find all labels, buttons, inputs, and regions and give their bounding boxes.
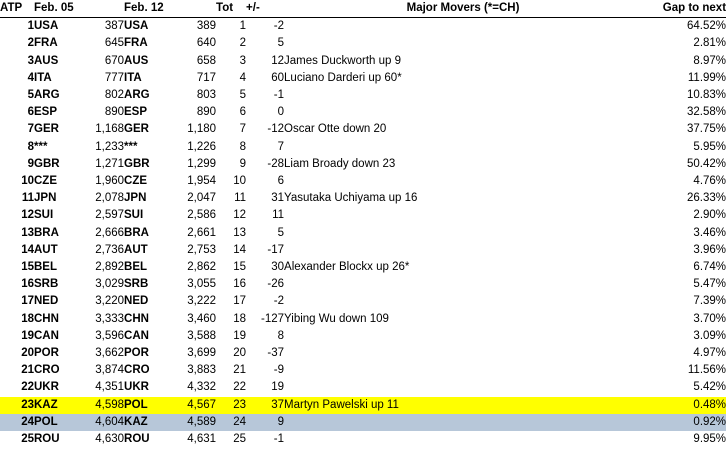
- table-row: [0, 242, 726, 259]
- cell-points-curr: 3,222: [187, 295, 217, 308]
- cell-plus-minus: 12: [271, 54, 285, 67]
- table-row: [0, 18, 726, 36]
- table-row: [0, 156, 726, 173]
- cell-total: 21: [233, 364, 247, 377]
- cell-rank: 15: [21, 261, 34, 274]
- cell-total: 25: [233, 433, 247, 446]
- cell-gap-to-next: 3.96%: [693, 243, 726, 256]
- cell-plus-minus: -37: [267, 347, 285, 360]
- cell-country-curr: GER: [124, 123, 149, 136]
- cell-points-curr: 1,954: [187, 175, 217, 188]
- cell-plus-minus: -2: [273, 20, 285, 33]
- cell-country-curr: POL: [124, 397, 168, 414]
- cell-gap-to-next: 11.56%: [687, 364, 726, 377]
- cell-country-curr: ARG: [124, 89, 150, 102]
- cell-points-prev: 890: [104, 106, 125, 119]
- cell-major-mover: [284, 379, 642, 396]
- header-date-1: Feb. 05: [34, 0, 124, 18]
- cell-points-prev: 1,233: [95, 140, 125, 153]
- cell-plus-minus: -12: [267, 123, 285, 136]
- cell-total: 12: [233, 209, 247, 222]
- table-row: [0, 207, 726, 224]
- cell-major-mover: [284, 345, 642, 362]
- cell-total: 14: [233, 243, 247, 256]
- cell-major-mover: [284, 276, 642, 293]
- cell-plus-minus: -2: [273, 295, 285, 308]
- cell-total: 16: [233, 278, 247, 291]
- table-row: [0, 70, 726, 87]
- cell-major-mover: James Duckworth up 9: [284, 54, 401, 67]
- cell-major-mover: [284, 328, 642, 345]
- cell-points-prev: 3,220: [95, 295, 125, 308]
- cell-country-curr: KAZ: [124, 414, 168, 431]
- cell-points-prev: 387: [104, 20, 125, 33]
- cell-plus-minus: 6: [277, 175, 285, 188]
- cell-gap-to-next: 2.90%: [693, 209, 726, 222]
- cell-total: 9: [239, 157, 247, 170]
- cell-points-curr: 3,460: [187, 312, 217, 325]
- cell-country-prev: NED: [34, 295, 59, 308]
- table-row: [0, 35, 726, 52]
- cell-points-curr: 4,589: [168, 414, 216, 431]
- table-header: [0, 0, 726, 18]
- cell-points-curr: 890: [196, 106, 217, 119]
- cell-rank: 7: [27, 123, 34, 136]
- cell-major-mover: [284, 18, 642, 36]
- cell-rank: 11: [21, 192, 34, 205]
- cell-country-prev: CAN: [34, 329, 59, 342]
- cell-plus-minus: -9: [273, 364, 285, 377]
- cell-total: 24: [216, 414, 246, 431]
- cell-gap-to-next: 9.95%: [693, 433, 726, 446]
- cell-points-prev: 2,597: [95, 209, 125, 222]
- cell-points-curr: 4,332: [187, 381, 217, 394]
- cell-country-curr: NED: [124, 295, 149, 308]
- cell-plus-minus: -1: [273, 433, 285, 446]
- cell-total: 15: [233, 261, 247, 274]
- cell-major-mover: [284, 173, 642, 190]
- cell-plus-minus: -127: [261, 312, 285, 325]
- cell-points-curr: 389: [196, 20, 217, 33]
- cell-total: 3: [239, 54, 247, 67]
- cell-gap-to-next: 3.09%: [693, 329, 726, 342]
- cell-gap-to-next: 11.99%: [687, 71, 726, 84]
- cell-points-curr: 4,567: [168, 397, 216, 414]
- cell-major-mover: [284, 104, 642, 121]
- cell-plus-minus: 37: [246, 397, 284, 414]
- cell-country-curr: POR: [124, 347, 149, 360]
- cell-major-mover: Yasutaka Uchiyama up 16: [284, 192, 418, 205]
- cell-points-curr: 2,047: [187, 192, 217, 205]
- cell-total: 13: [233, 226, 247, 239]
- cell-major-mover: Luciano Darderi up 60*: [284, 71, 402, 84]
- table-row: [0, 345, 726, 362]
- table-row: [0, 276, 726, 293]
- cell-major-mover: [284, 225, 642, 242]
- cell-gap-to-next: 5.95%: [693, 140, 726, 153]
- cell-major-mover: Liam Broady down 23: [284, 157, 396, 170]
- cell-points-prev: 670: [104, 54, 125, 67]
- cell-country-curr: BRA: [124, 226, 149, 239]
- cell-plus-minus: 19: [271, 381, 285, 394]
- cell-points-prev: 1,168: [95, 123, 125, 136]
- cell-gap-to-next: 4.97%: [693, 347, 726, 360]
- cell-rank: 21: [21, 364, 34, 377]
- cell-gap-to-next: 32.58%: [687, 106, 726, 119]
- cell-points-curr: 3,883: [187, 364, 217, 377]
- cell-country-curr: CHN: [124, 312, 149, 325]
- cell-total: 2: [239, 37, 247, 50]
- cell-country-prev: FRA: [34, 37, 58, 50]
- cell-country-prev: JPN: [34, 192, 57, 205]
- table-row: [0, 225, 726, 242]
- cell-total: 17: [233, 295, 247, 308]
- cell-major-mover: [284, 87, 642, 104]
- cell-country-prev: AUT: [34, 243, 58, 256]
- header-major-movers: Major Movers (*=CH): [284, 0, 642, 18]
- cell-major-mover: Yibing Wu down 109: [284, 312, 389, 325]
- cell-country-curr: SRB: [124, 278, 149, 291]
- cell-rank: 12: [21, 209, 34, 222]
- cell-country-prev: KAZ: [34, 397, 76, 414]
- cell-gap-to-next: 64.52%: [687, 20, 726, 33]
- cell-country-curr: SUI: [124, 209, 144, 222]
- cell-country-prev: POR: [34, 347, 59, 360]
- cell-rank: 9: [27, 157, 34, 170]
- cell-points-curr: 3,055: [187, 278, 217, 291]
- cell-total: 23: [216, 397, 246, 414]
- cell-points-curr: 1,226: [187, 140, 217, 153]
- cell-country-prev: GER: [34, 123, 59, 136]
- cell-plus-minus: 7: [277, 140, 285, 153]
- table-row: [0, 190, 726, 207]
- cell-points-prev: 1,960: [95, 175, 125, 188]
- cell-points-prev: 4,351: [95, 381, 125, 394]
- cell-rank: 24: [0, 414, 34, 431]
- cell-gap-to-next: 3.46%: [693, 226, 726, 239]
- table-row: [0, 397, 726, 414]
- cell-points-curr: 658: [196, 54, 217, 67]
- cell-points-curr: 803: [196, 89, 217, 102]
- cell-total: 8: [239, 140, 247, 153]
- cell-gap-to-next: 50.42%: [687, 157, 726, 170]
- cell-country-curr: JPN: [124, 192, 147, 205]
- cell-total: 22: [233, 381, 247, 394]
- cell-major-mover: Martyn Pawelski up 11: [284, 397, 642, 414]
- cell-rank: 20: [21, 347, 34, 360]
- cell-country-prev: CRO: [34, 364, 60, 377]
- table-row: [0, 379, 726, 396]
- cell-rank: 18: [21, 312, 34, 325]
- cell-rank: 16: [21, 278, 34, 291]
- cell-country-prev: USA: [34, 20, 59, 33]
- cell-country-prev: POL: [34, 414, 76, 431]
- cell-plus-minus: 5: [277, 37, 285, 50]
- cell-plus-minus: 0: [277, 106, 285, 119]
- cell-plus-minus: 11: [272, 209, 285, 222]
- cell-rank: 25: [21, 433, 34, 446]
- cell-total: 10: [233, 175, 247, 188]
- cell-points-curr: 2,586: [187, 209, 217, 222]
- cell-country-curr: UKR: [124, 381, 149, 394]
- cell-points-curr: 717: [196, 71, 217, 84]
- cell-country-curr: GBR: [124, 157, 150, 170]
- table-row: [0, 362, 726, 379]
- cell-country-prev: AUS: [34, 54, 59, 67]
- cell-points-curr: 2,661: [187, 226, 217, 239]
- cell-points-curr: 4,631: [187, 433, 217, 446]
- header-row: [0, 0, 726, 18]
- cell-total: 4: [239, 71, 247, 84]
- cell-points-curr: 2,753: [187, 243, 217, 256]
- cell-plus-minus: -17: [267, 243, 285, 256]
- cell-rank: 22: [21, 381, 34, 394]
- cell-total: 5: [239, 89, 247, 102]
- cell-major-mover: Alexander Blockx up 26*: [284, 261, 410, 274]
- cell-gap-to-next: 4.76%: [693, 175, 726, 188]
- header-gap-to-next: Gap to next: [642, 0, 726, 18]
- cell-country-prev: ESP: [34, 106, 58, 119]
- cell-points-curr: 640: [196, 37, 217, 50]
- table-row: [0, 121, 726, 138]
- table-row: [0, 139, 726, 156]
- cell-plus-minus: 60: [271, 71, 285, 84]
- cell-plus-minus: -26: [267, 278, 285, 291]
- cell-major-mover: [284, 35, 642, 52]
- cell-rank: 3: [27, 54, 34, 67]
- cell-gap-to-next: 8.97%: [693, 54, 726, 67]
- cell-country-prev: UKR: [34, 381, 59, 394]
- cell-country-curr: AUS: [124, 54, 149, 67]
- cell-rank: 5: [27, 89, 34, 102]
- cell-gap-to-next: 10.83%: [687, 89, 726, 102]
- cell-gap-to-next: 5.42%: [693, 381, 726, 394]
- cell-country-prev: ROU: [34, 433, 60, 446]
- cell-total: 19: [233, 329, 247, 342]
- table-row: [0, 87, 726, 104]
- cell-country-prev: SRB: [34, 278, 59, 291]
- cell-points-prev: 3,029: [95, 278, 125, 291]
- cell-rank: 4: [27, 71, 34, 84]
- cell-points-prev: 1,271: [95, 157, 125, 170]
- cell-points-prev: 2,078: [95, 192, 125, 205]
- cell-major-mover: [284, 139, 642, 156]
- cell-rank: 10: [21, 175, 34, 188]
- cell-major-mover: [284, 362, 642, 379]
- cell-major-mover: [284, 293, 642, 310]
- cell-rank: 19: [21, 329, 34, 342]
- cell-gap-to-next: 37.75%: [687, 123, 726, 136]
- cell-country-prev: ***: [34, 140, 48, 153]
- cell-country-prev: BRA: [34, 226, 59, 239]
- cell-rank: 17: [21, 295, 34, 308]
- cell-points-prev: 4,604: [76, 414, 124, 431]
- cell-major-mover: Oscar Otte down 20: [284, 123, 387, 136]
- cell-plus-minus: -1: [273, 89, 285, 102]
- cell-country-prev: ARG: [34, 89, 60, 102]
- cell-rank: 1: [27, 20, 34, 33]
- cell-country-curr: CRO: [124, 364, 150, 377]
- cell-gap-to-next: 5.47%: [693, 278, 726, 291]
- cell-total: 20: [233, 347, 247, 360]
- cell-points-prev: 3,333: [95, 312, 125, 325]
- cell-country-prev: BEL: [34, 261, 57, 274]
- cell-rank: 2: [27, 37, 34, 50]
- cell-plus-minus: 8: [277, 329, 285, 342]
- cell-total: 1: [239, 20, 247, 33]
- cell-points-curr: 1,299: [187, 157, 217, 170]
- cell-country-prev: ITA: [34, 71, 52, 84]
- cell-gap-to-next: 2.81%: [693, 37, 726, 50]
- cell-gap-to-next: 7.39%: [693, 295, 726, 308]
- table-row: [0, 173, 726, 190]
- cell-gap-to-next: 0.92%: [642, 414, 726, 431]
- cell-points-prev: 4,598: [76, 397, 124, 414]
- header-total: Tot: [216, 0, 246, 18]
- cell-gap-to-next: 3.70%: [693, 312, 726, 325]
- cell-country-curr: USA: [124, 20, 149, 33]
- cell-country-prev: SUI: [34, 209, 54, 222]
- cell-points-prev: 2,892: [95, 261, 125, 274]
- cell-country-curr: ESP: [124, 106, 148, 119]
- table-body: [0, 18, 726, 449]
- cell-points-curr: 3,588: [187, 329, 217, 342]
- cell-points-prev: 4,630: [95, 433, 125, 446]
- header-plus-minus: +/-: [246, 0, 284, 18]
- cell-rank: 23: [0, 397, 34, 414]
- header-atp: ATP: [0, 0, 34, 18]
- table-row: [0, 414, 726, 431]
- cell-points-curr: 2,862: [187, 261, 217, 274]
- cell-rank: 6: [27, 106, 34, 119]
- cell-rank: 8: [27, 140, 34, 153]
- cell-points-prev: 802: [104, 89, 125, 102]
- cell-country-prev: CHN: [34, 312, 59, 325]
- cell-major-mover: [284, 207, 642, 224]
- cell-major-mover: [284, 431, 642, 448]
- table-row: [0, 311, 726, 328]
- cell-country-prev: GBR: [34, 157, 60, 170]
- cell-plus-minus: 9: [246, 414, 284, 431]
- cell-plus-minus: 5: [277, 226, 285, 239]
- cell-total: 18: [233, 312, 247, 325]
- cell-country-curr: ***: [124, 140, 138, 153]
- cell-points-prev: 2,666: [95, 226, 125, 239]
- cell-points-curr: 1,180: [187, 123, 217, 136]
- table-row: [0, 431, 726, 448]
- cell-rank: 13: [21, 226, 34, 239]
- cell-points-prev: 777: [104, 71, 125, 84]
- cell-rank: 14: [21, 243, 34, 256]
- cell-plus-minus: -28: [267, 157, 285, 170]
- cell-country-curr: ITA: [124, 71, 142, 84]
- cell-country-curr: AUT: [124, 243, 148, 256]
- cell-total: 7: [239, 123, 247, 136]
- cell-plus-minus: 30: [271, 261, 285, 274]
- cell-gap-to-next: 0.48%: [642, 397, 726, 414]
- cell-points-prev: 645: [104, 37, 125, 50]
- cell-plus-minus: 31: [271, 192, 285, 205]
- cell-points-curr: 3,699: [187, 347, 217, 360]
- cell-country-curr: CZE: [124, 175, 148, 188]
- table-row: [0, 293, 726, 310]
- cell-country-curr: CAN: [124, 329, 149, 342]
- cell-major-mover: [284, 414, 642, 431]
- cell-points-prev: 3,596: [95, 329, 125, 342]
- cell-total: 11: [234, 192, 247, 205]
- cell-gap-to-next: 26.33%: [687, 192, 726, 205]
- table-row: [0, 328, 726, 345]
- cell-gap-to-next: 6.74%: [693, 261, 726, 274]
- cell-total: 6: [239, 106, 247, 119]
- cell-points-prev: 3,874: [95, 364, 125, 377]
- cell-points-prev: 3,662: [95, 347, 125, 360]
- cell-major-mover: [284, 242, 642, 259]
- cell-country-prev: CZE: [34, 175, 57, 188]
- cell-country-curr: BEL: [124, 261, 148, 274]
- cell-country-curr: FRA: [124, 37, 148, 50]
- table-row: [0, 104, 726, 121]
- table-row: [0, 259, 726, 276]
- cell-points-prev: 2,736: [95, 243, 125, 256]
- cell-country-curr: ROU: [124, 433, 150, 446]
- header-date-2: Feb. 12: [124, 0, 216, 18]
- table-row: [0, 53, 726, 70]
